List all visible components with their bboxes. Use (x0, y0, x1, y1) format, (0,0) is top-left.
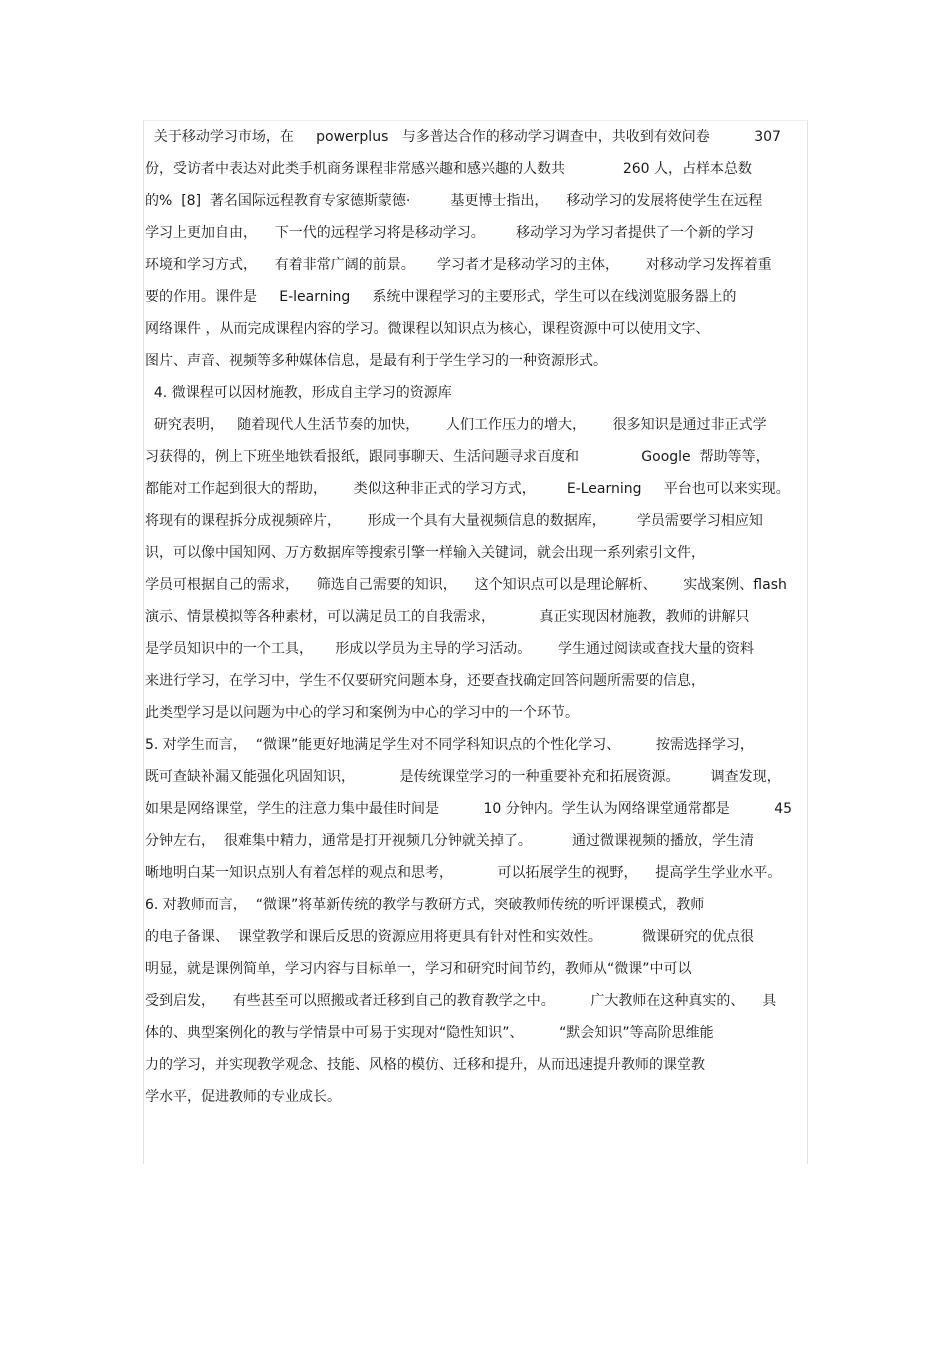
text-line-7: 网络课件 ，从而完成课程内容的学习。微课程以知识点为核心，课程资源中可以使用文字、 (145, 321, 710, 337)
text-line-12: 都能对工作起到很大的帮助， 类似这种非正式的学习方式， E-Learning 平台也可以来实现。 (145, 481, 790, 497)
text-line-1: 关于移动学习市场，在 powerplus 与多普达合作的移动学习调查中，共收到有效问卷 307 (145, 129, 781, 145)
text-line-27: 明显，就是课例简单，学习内容与目标单一，学习和研究时间节约，教师从“微课”中可以 (145, 961, 692, 977)
text-line-26: 的电子备课、 课堂教学和课后反思的资源应用将更具有针对性和实效性。 微课研究的优点很 (145, 929, 754, 945)
text-line-29: 体的、典型案例化的教与学情景中可易于实现对“隐性知识”、 “默会知识”等高阶思维能 (145, 1025, 714, 1041)
text-line-21: 既可查缺补漏又能强化巩固知识， 是传统课堂学习的一种重要补充和拓展资源。 调查发现， (145, 769, 781, 785)
text-line-17: 是学员知识中的一个工具， 形成以学员为主导的学习活动。 学生通过阅读或查找大量的资料 (145, 641, 754, 657)
text-line-15: 学员可根据自己的需求， 筛选自己需要的知识， 这个知识点可以是理论解析、 实战案例、flash (145, 577, 787, 593)
text-line-22: 如果是网络课堂，学生的注意力集中最佳时间是 10 分钟内。学生认为网络课堂通常都是 45 (145, 801, 793, 817)
text-line-14: 识，可以像中国知网、万方数据库等搜索引擎一样输入关键词，就会出现一系列索引文件， (145, 545, 705, 561)
text-line-19: 此类型学习是以问题为中心的学习和案例为中心的学习中的一个环节。 (145, 705, 579, 721)
text-line-28: 受到启发， 有些甚至可以照搬或者迁移到自己的教育教学之中。 广大教师在这种真实的、 具 (145, 993, 777, 1009)
text-line-6: 要的作用。课件是 E-learning 系统中课程学习的主要形式，学生可以在线浏览服务器上的 (145, 289, 737, 305)
text-line-18: 来进行学习，在学习中，学生不仅要研究问题本身，还要查找确定回答问题所需要的信息， (145, 673, 705, 689)
text-line-5: 环境和学习方式， 有着非常广阔的前景。 学习者才是移动学习的主体， 对移动学习发挥着重 (145, 257, 772, 273)
text-line-30: 力的学习，并实现教学观念、技能、风格的模仿、迁移和提升，从而迅速提升教师的课堂教 (145, 1057, 705, 1073)
section-heading-4: 4. 微课程可以因材施教，形成自主学习的资源库 (145, 385, 452, 401)
text-line-10: 研究表明， 随着现代人生活节奏的加快， 人们工作压力的增大， 很多知识是通过非正式学 (145, 417, 767, 433)
text-line-8: 图片、声音、视频等多种媒体信息，是最有利于学生学习的一种资源形式。 (145, 353, 607, 369)
text-line-3: 的% [8] 著名国际远程教育专家德斯蒙德· 基更博士指出， 移动学习的发展将使学生在远程 (145, 193, 763, 209)
text-line-11: 习获得的，例上下班坐地铁看报纸，跟同事聊天、生活问题寻求百度和 Google 帮助等等， (145, 449, 770, 465)
text-line-16: 演示、情景模拟等各种素材，可以满足员工的自我需求， 真正实现因材施教，教师的讲解只 (145, 609, 750, 625)
section-heading-6: 6. 对教师而言， “微课”将革新传统的教学与教研方式，突破教师传统的听评课模式，教师 (145, 897, 705, 913)
text-line-24: 晰地明白某一知识点别人有着怎样的观点和思考， 可以拓展学生的视野， 提高学生学业水平。 (145, 865, 782, 881)
section-heading-5: 5. 对学生而言， “微课”能更好地满足学生对不同学科知识点的个性化学习、 按需选择学习， (145, 737, 754, 753)
text-line-4: 学习上更加自由， 下一代的远程学习将是移动学习。 移动学习为学习者提供了一个新的学习 (145, 225, 754, 241)
text-line-13: 将现有的课程拆分成视频碎片， 形成一个具有大量视频信息的数据库， 学员需要学习相应知 (145, 513, 763, 529)
text-line-31: 学水平，促进教师的专业成长。 (145, 1089, 341, 1105)
text-line-2: 份，受访者中表达对此类手机商务课程非常感兴趣和感兴趣的人数共 260 人，占样本总数 (145, 161, 753, 177)
text-line-23: 分钟左右， 很难集中精力，通常是打开视频几分钟就关掉了。 通过微课视频的播放，学生清 (145, 833, 754, 849)
